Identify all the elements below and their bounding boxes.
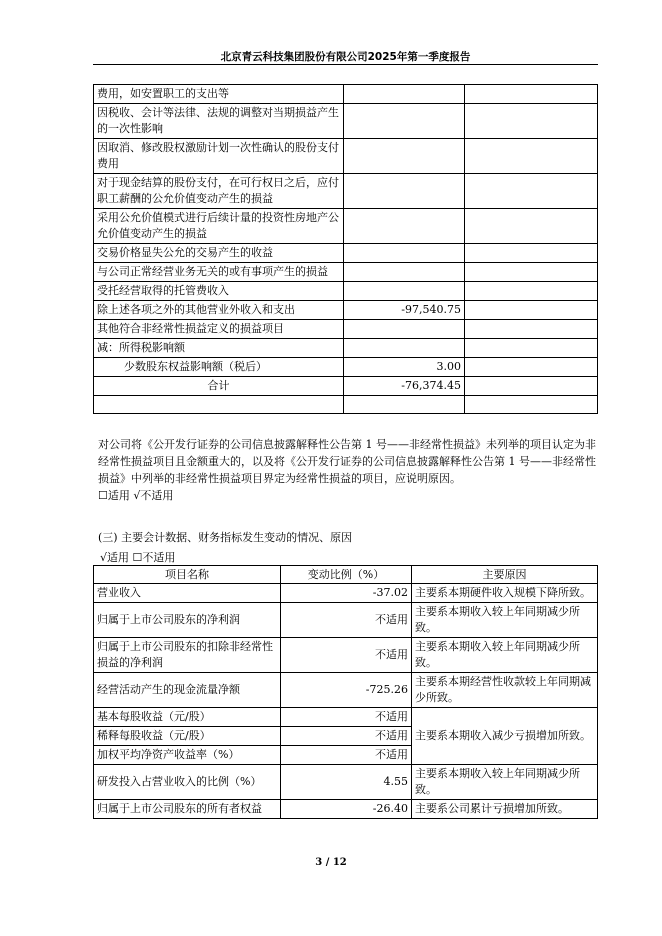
table-row xyxy=(94,765,598,800)
section-title: (三) 主要会计数据、财务指标发生变动的情况、原因 xyxy=(98,531,353,544)
name-cell: 加权平均净资产收益率（%） xyxy=(94,746,281,765)
table-row xyxy=(94,584,598,603)
reason-cell: 主要系本期收入较上年同期减少所致。 xyxy=(412,603,598,638)
note-cell xyxy=(465,320,598,339)
note-cell xyxy=(465,396,598,414)
ratio-cell: 不适用 xyxy=(281,603,412,638)
note-cell xyxy=(465,209,598,244)
table-row xyxy=(94,244,598,263)
table-row xyxy=(94,673,598,708)
column-header: 项目名称 xyxy=(94,566,281,584)
item-cell: 费用，如安置职工的支出等 xyxy=(94,85,344,104)
table-row xyxy=(94,320,598,339)
item-cell: 其他符合非经常性损益定义的损益项目 xyxy=(94,320,344,339)
table-row xyxy=(94,638,598,673)
name-cell: 归属于上市公司股东的扣除非经常性损益的净利润 xyxy=(94,638,281,673)
reason-cell: 主要系本期经营性收款较上年同期减少所致。 xyxy=(412,673,598,708)
item-cell: 对于现金结算的股份支付，在可行权日之后，应付职工薪酬的公允价值变动产生的损益 xyxy=(94,174,344,209)
item-cell: 与公司正常经营业务无关的或有事项产生的损益 xyxy=(94,263,344,282)
amount-cell xyxy=(344,244,465,263)
amount-cell xyxy=(344,339,465,358)
item-cell: 采用公允价值模式进行后续计量的投资性房地产公允价值变动产生的损益 xyxy=(94,209,344,244)
amount-cell xyxy=(344,282,465,301)
name-cell: 基本每股收益（元/股） xyxy=(94,708,281,727)
name-cell: 营业收入 xyxy=(94,584,281,603)
reason-cell: 主要系本期收入减少亏损增加所致。 xyxy=(412,708,598,765)
note-cell xyxy=(465,377,598,396)
amount-cell xyxy=(344,263,465,282)
note-cell xyxy=(465,301,598,320)
table-row xyxy=(94,708,598,727)
change-table xyxy=(93,565,598,819)
note-cell xyxy=(465,282,598,301)
item-cell: 除上述各项之外的其他营业外收入和支出 xyxy=(94,301,344,320)
page-number: 3 / 12 xyxy=(315,857,347,868)
item-cell: 受托经营取得的托管费收入 xyxy=(94,282,344,301)
name-cell: 稀释每股收益（元/股） xyxy=(94,727,281,746)
table-row xyxy=(94,377,598,396)
reason-cell: 主要系本期收入较上年同期减少所致。 xyxy=(412,765,598,800)
table-row xyxy=(94,396,598,414)
ratio-cell: -26.40 xyxy=(281,800,412,819)
note-cell xyxy=(465,174,598,209)
note-cell xyxy=(465,358,598,377)
amount-cell xyxy=(344,209,465,244)
item-cell: 因取消、修改股权激励计划一次性确认的股份支付费用 xyxy=(94,139,344,174)
page-header: 北京青云科技集团股份有限公司2025年第一季度报告 xyxy=(220,51,471,63)
reason-cell: 主要系本期硬件收入规模下降所致。 xyxy=(412,584,598,603)
ratio-cell: -37.02 xyxy=(281,584,412,603)
reason-cell: 主要系本期收入较上年同期减少所致。 xyxy=(412,638,598,673)
amount-cell xyxy=(344,104,465,139)
ratio-cell: 不适用 xyxy=(281,638,412,673)
note-cell xyxy=(465,263,598,282)
ratio-cell: -725.26 xyxy=(281,673,412,708)
item-cell: 减：所得税影响额 xyxy=(94,339,344,358)
section-option: √适用 ☐不适用 xyxy=(100,551,176,564)
amount-cell xyxy=(344,174,465,209)
note-cell xyxy=(465,85,598,104)
explanation-paragraph: 对公司将《公开发行证券的公司信息披露解释性公告第 1 号——非经常性损益》未列举的项目认定为非经常性损益项目且金额重大的，以及将《公开发行证券的公司信息披露解释性公告第 1 号——非经常性损益》中列举的非经常性损益项目界定为经常性损益的项目，应说明原因。 xyxy=(98,438,596,485)
table-row xyxy=(94,800,598,819)
note-cell xyxy=(465,339,598,358)
name-cell: 归属于上市公司股东的所有者权益 xyxy=(94,800,281,819)
amount-cell xyxy=(344,320,465,339)
table-row xyxy=(94,209,598,244)
item-cell xyxy=(94,396,344,414)
table-row xyxy=(94,139,598,174)
name-cell: 归属于上市公司股东的净利润 xyxy=(94,603,281,638)
header-rule xyxy=(93,64,598,65)
table-row xyxy=(94,104,598,139)
amount-cell xyxy=(344,396,465,414)
note-cell xyxy=(465,104,598,139)
table-row xyxy=(94,263,598,282)
table-row xyxy=(94,339,598,358)
ratio-cell: 4.55 xyxy=(281,765,412,800)
table-row xyxy=(94,358,598,377)
ratio-cell: 不适用 xyxy=(281,727,412,746)
total-label-cell: 合计 xyxy=(94,377,344,396)
table-row xyxy=(94,85,598,104)
table-row xyxy=(94,282,598,301)
explanation-option: ☐适用 √不适用 xyxy=(98,489,174,502)
ratio-cell: 不适用 xyxy=(281,708,412,727)
name-cell: 研发投入占营业收入的比例（%） xyxy=(94,765,281,800)
table-row xyxy=(94,301,598,320)
note-cell xyxy=(465,244,598,263)
amount-cell: 3.00 xyxy=(344,358,465,377)
item-cell: 少数股东权益影响额（税后） xyxy=(94,358,344,377)
amount-cell: -97,540.75 xyxy=(344,301,465,320)
table-row xyxy=(94,174,598,209)
column-header: 变动比例（%） xyxy=(281,566,412,584)
column-header: 主要原因 xyxy=(412,566,598,584)
item-cell: 因税收、会计等法律、法规的调整对当期损益产生的一次性影响 xyxy=(94,104,344,139)
amount-cell xyxy=(344,85,465,104)
note-cell xyxy=(465,139,598,174)
name-cell: 经营活动产生的现金流量净额 xyxy=(94,673,281,708)
amount-cell xyxy=(344,139,465,174)
amount-cell: -76,374.45 xyxy=(344,377,465,396)
ratio-cell: 不适用 xyxy=(281,746,412,765)
item-cell: 交易价格显失公允的交易产生的收益 xyxy=(94,244,344,263)
reason-cell: 主要系公司累计亏损增加所致。 xyxy=(412,800,598,819)
table-header-row xyxy=(94,566,598,584)
nonrecurring-table xyxy=(93,84,598,414)
table-row xyxy=(94,603,598,638)
